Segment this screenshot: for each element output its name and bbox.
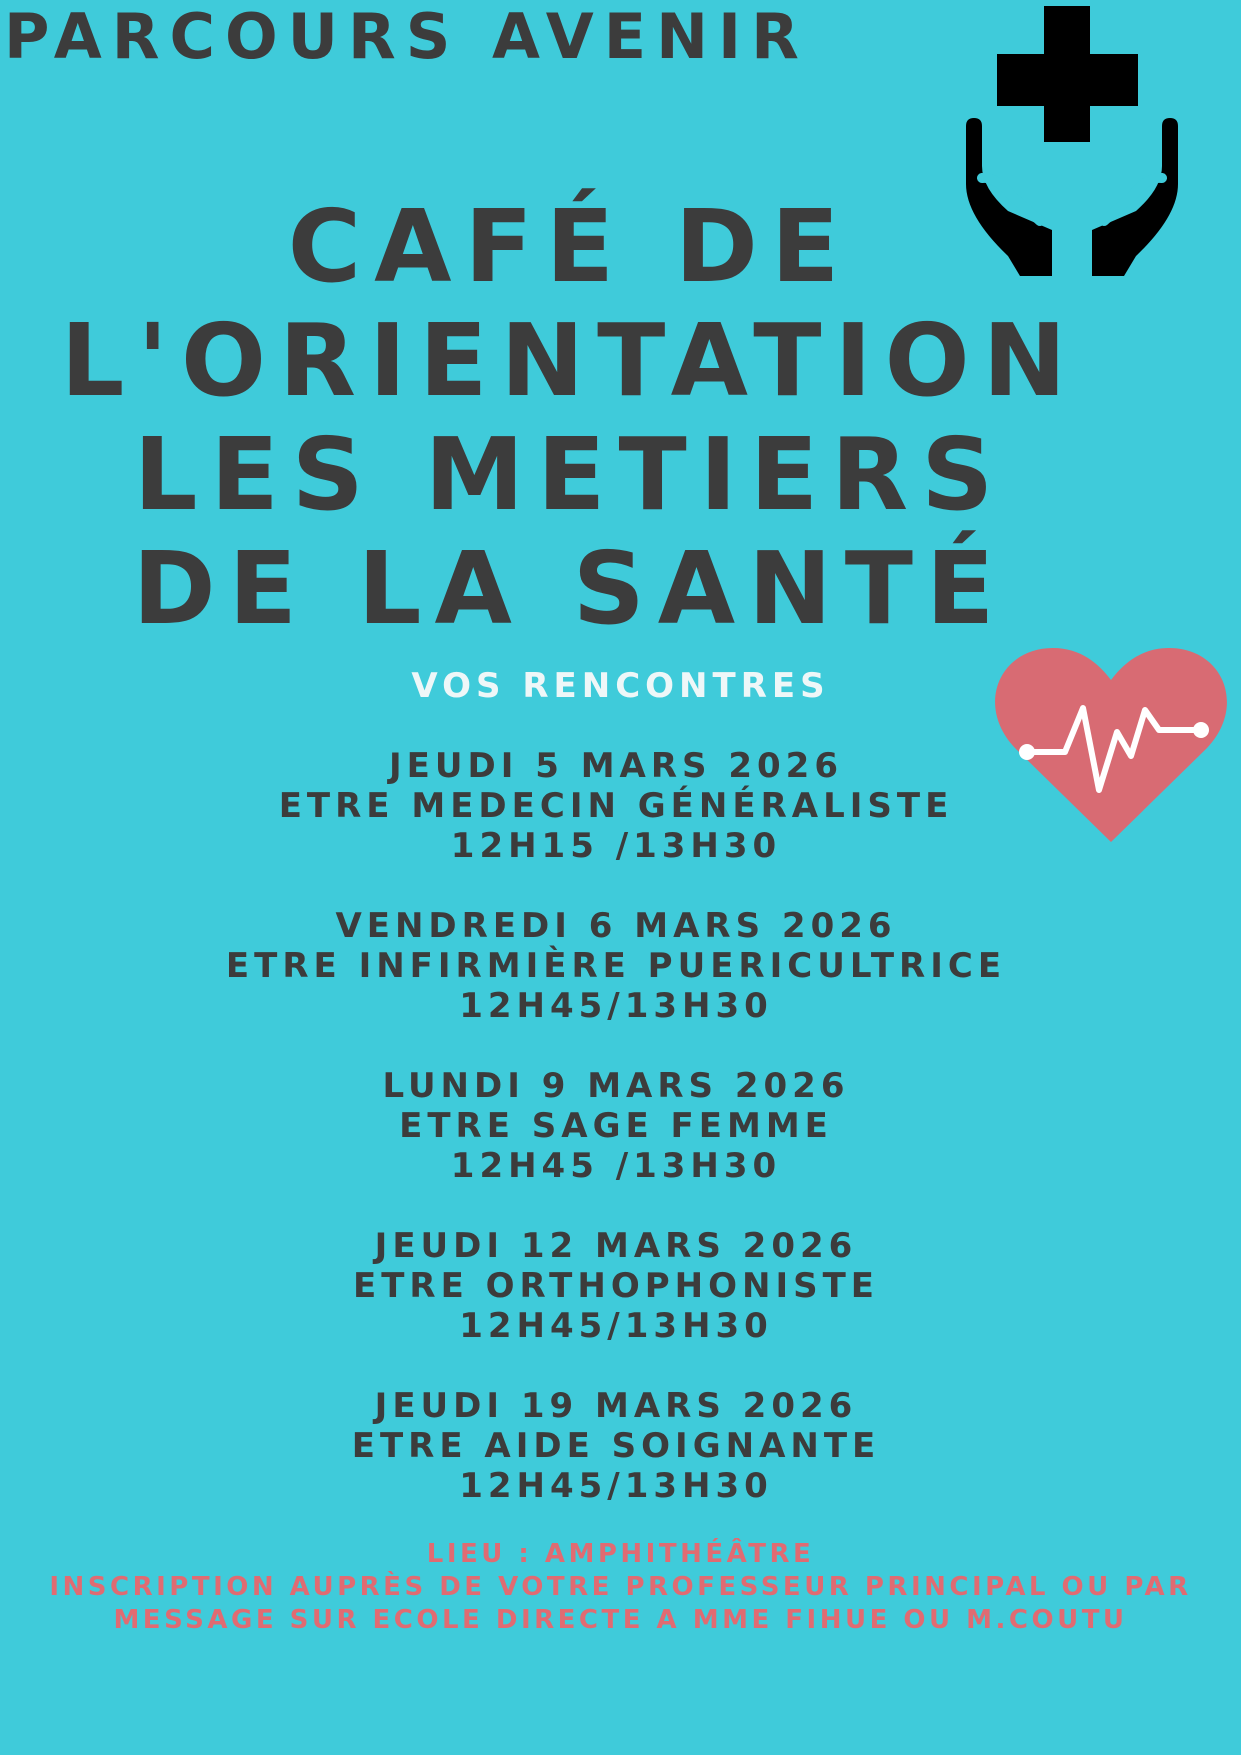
title-line: L'ORIENTATION: [60, 302, 1080, 419]
venue-line: LIEU : AMPHITHÉÂTRE: [426, 1539, 815, 1569]
session-topic: ETRE MEDECIN GÉNÉRALISTE: [278, 786, 954, 826]
session-block: [0, 1386, 1232, 1506]
session-topic: ETRE INFIRMIÈRE PUERICULTRICE: [225, 946, 1007, 986]
event-title: [0, 190, 1140, 646]
registration-line: INSCRIPTION AUPRÈS DE VOTRE PROFESSEUR PRINCIPAL OU PAR: [49, 1572, 1192, 1602]
title-line: CAFÉ DE: [287, 188, 853, 305]
session-topic: ETRE AIDE SOIGNANTE: [351, 1426, 881, 1466]
session-date: JEUDI 12 MARS 2026: [374, 1226, 858, 1266]
session-topic: ETRE ORTHOPHONISTE: [352, 1266, 880, 1306]
session-block: [0, 1226, 1232, 1346]
title-line: DE LA SANTÉ: [132, 530, 1008, 647]
session-time: 12H45/13H30: [459, 1466, 773, 1506]
registration-line: MESSAGE SUR ECOLE DIRECTE A MME FIHUE OU M.COUTU: [113, 1605, 1128, 1635]
session-block: [0, 746, 1232, 866]
title-line: LES METIERS: [133, 416, 1007, 533]
session-date: JEUDI 19 MARS 2026: [374, 1386, 858, 1426]
session-time: 12H45/13H30: [459, 1306, 773, 1346]
session-time: 12H45 /13H30: [450, 1146, 782, 1186]
footer-info: [0, 1538, 1241, 1637]
session-topic: ETRE SAGE FEMME: [399, 1106, 833, 1146]
session-time: 12H45/13H30: [459, 986, 773, 1026]
session-block: [0, 906, 1232, 1026]
session-date: LUNDI 9 MARS 2026: [382, 1066, 850, 1106]
session-block: [0, 1066, 1232, 1186]
session-date: VENDREDI 6 MARS 2026: [335, 906, 897, 946]
session-date: JEUDI 5 MARS 2026: [389, 746, 843, 786]
kicker-label: PARCOURS AVENIR: [4, 0, 809, 73]
session-time: 12H15 /13H30: [450, 826, 782, 866]
section-subtitle: VOS RENCONTRES: [411, 666, 830, 706]
